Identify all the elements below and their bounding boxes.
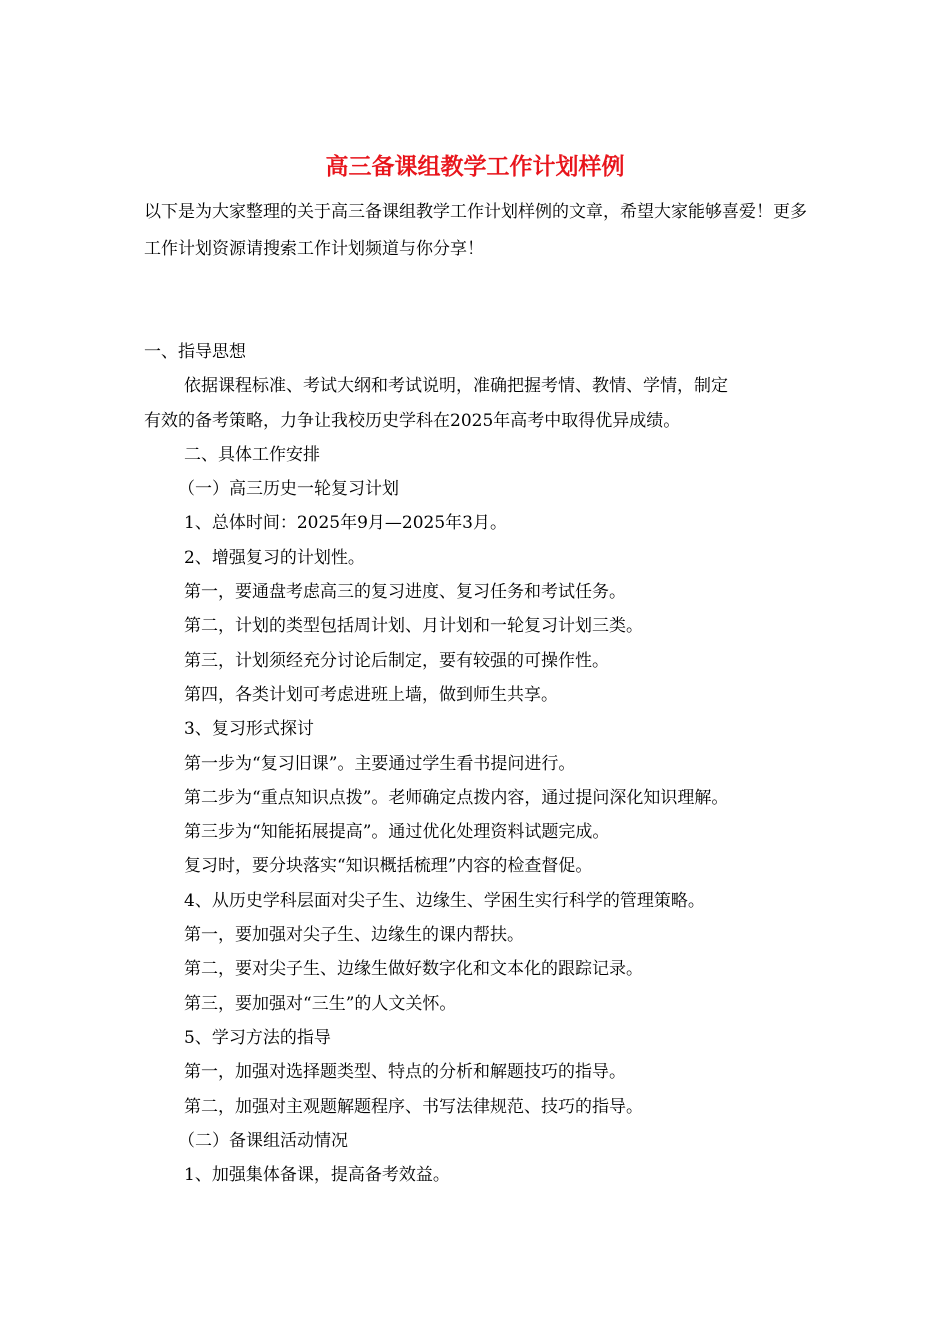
list-item: 第二步为“重点知识点拨”。老师确定点拨内容，通过提问深化知识理解。: [184, 787, 729, 808]
section-heading-work-arrangement: 二、具体工作安排: [184, 444, 320, 465]
list-item: 第一，要通盘考虑高三的复习进度、复习任务和考试任务。: [184, 582, 626, 603]
list-item: 第一，要加强对尖子生、边缘生的课内帮扶。: [184, 925, 524, 946]
list-item: 第三步为“知能拓展提高”。通过优化处理资料试题完成。: [184, 822, 610, 843]
list-item: 5、学习方法的指导: [184, 1027, 331, 1048]
list-item: 第四，各类计划可考虑进班上墙，做到师生共享。: [184, 684, 558, 705]
document-body: [144, 335, 824, 1192]
list-item: 第二，加强对主观题解题程序、书写法律规范、技巧的指导。: [184, 1096, 643, 1117]
list-item: 第三，计划须经充分讨论后制定，要有较强的可操作性。: [184, 650, 609, 671]
list-item: 第三，要加强对“三生”的人文关怀。: [184, 993, 457, 1014]
subsection-heading: （一）高三历史一轮复习计划: [178, 479, 399, 500]
section-heading-guiding-ideology: 一、指导思想: [144, 342, 246, 362]
list-item: 3、复习形式探讨: [184, 719, 314, 740]
paragraph-line: 有效的备考策略，力争让我校历史学科在2025年高考中取得优异成绩。: [144, 410, 681, 431]
list-item: 1、加强集体备课，提高备考效益。: [184, 1165, 450, 1186]
list-item: 复习时，要分块落实“知识概括梳理”内容的检查督促。: [184, 856, 593, 877]
subsection-heading: （二）备课组活动情况: [178, 1130, 348, 1151]
list-item: 第二，要对尖子生、边缘生做好数字化和文本化的跟踪记录。: [184, 959, 643, 980]
list-item: 2、增强复习的计划性。: [184, 547, 365, 568]
list-item: 第一步为“复习旧课”。主要通过学生看书提问进行。: [184, 753, 576, 774]
paragraph-line: 依据课程标准、考试大纲和考试说明，准确把握考情、教情、学情，制定: [184, 376, 728, 397]
list-item: 第一，加强对选择题类型、特点的分析和解题技巧的指导。: [184, 1062, 626, 1083]
list-item: 第二，计划的类型包括周计划、月计划和一轮复习计划三类。: [184, 616, 643, 637]
list-item: 1、总体时间：2025年9月—2025年3月。: [184, 513, 507, 534]
intro-paragraph: 以下是为大家整理的关于高三备课组教学工作计划样例的文章，希望大家能够喜爱！更多工作计划资源请搜索工作计划频道与你分享！: [144, 202, 807, 259]
list-item: 4、从历史学科层面对尖子生、边缘生、学困生实行科学的管理策略。: [184, 890, 705, 911]
document-title: 高三备课组教学工作计划样例: [325, 153, 625, 180]
